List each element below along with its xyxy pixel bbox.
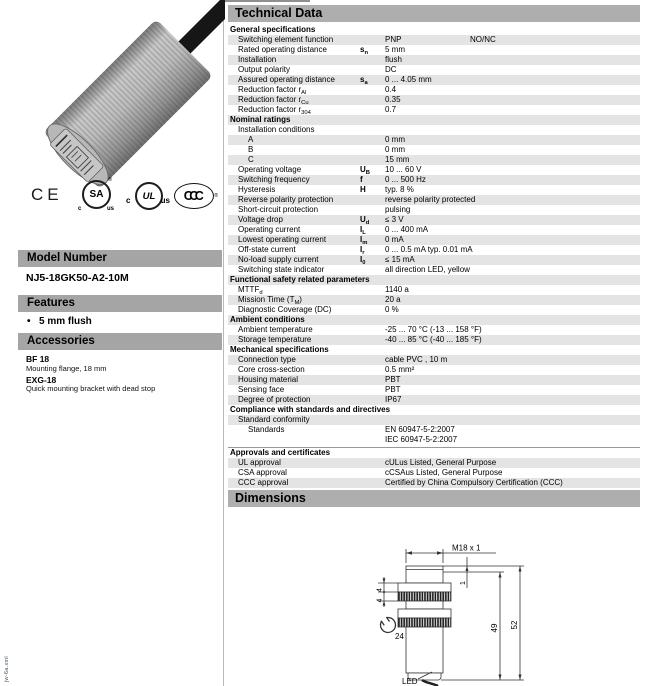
spec-section-header: Nominal ratings [228,115,640,125]
spec-row: Operating voltage UB 10 ... 60 V [238,165,422,176]
spec-row: UL approval cULus Listed, General Purpose [228,458,640,468]
dim-thread-label: M18 x 1 [452,543,481,553]
dim-nut2-label: 4 [376,598,384,603]
spec-row: Reverse polarity protection reverse polarity protected [228,195,640,205]
dimensions-header: Dimensions [228,490,640,507]
bullet-icon: • [27,316,31,327]
ce-mark-icon: CE [31,185,63,204]
spec-section-header: Approvals and certificates [228,447,640,458]
spec-section-header: Ambient conditions [228,315,640,325]
spec-row: Installation flush [228,55,640,65]
feature-item [27,316,92,327]
spec-row: Assured operating distance sa 0 ... 4.05 mm [228,75,640,85]
spec-row: Voltage drop Ud ≤ 3 V [228,215,640,225]
features-header: Features [18,295,222,312]
spec-row: Diagnostic Coverage (DC) 0 % [238,305,399,314]
feature-text: 5 mm flush [39,316,92,327]
csa-mark-icon: SA ® c us [78,177,114,212]
spec-row: B 0 mm [248,145,405,154]
spec-row: Output polarity DC [238,65,397,74]
ccc-oval: CCC [174,183,214,209]
csa-circle: SA [82,180,111,209]
accessories-header: Accessories [18,333,222,350]
ul-circle: UL [135,182,163,210]
spec-row: Reduction factor rCu 0.35 [228,95,640,105]
nut-band [398,609,451,618]
spec-row: No-load supply current I0 ≤ 15 mA [228,255,640,265]
spec-row: Core cross-section 0.5 mm² [238,365,415,374]
led-label: LED [402,677,418,686]
spec-row: Short-circuit protection pulsing [238,205,411,214]
knurl-ring [398,618,451,627]
ul-mark-icon: c UL us [126,181,170,211]
spec-row: Rated operating distance sn 5 mm [238,45,405,56]
page-edge-note: jw-6a.xml [4,656,10,682]
sensor-tube [406,627,443,673]
accessory-name: BF 18 [26,354,50,364]
spec-row: Reduction factor rAl 0.4 [238,85,397,96]
accessory-name: EXG-18 [26,374,57,385]
spec-row: Mission Time (TM) 20 a [228,295,640,305]
spec-row: Switching state indicator all direction LED, yellow [238,265,470,274]
spec-row: Hysteresis H typ. 8 % [238,185,414,194]
spec-row: Switching element function PNP NO/NC [228,35,640,45]
spec-row: Sensing face PBT [238,385,401,394]
cable-stub [422,680,438,686]
dim-chamfer-label: 1 [460,581,467,585]
spec-row: Connection type cable PVC , 10 m [228,355,640,365]
spec-section-header: General specifications [230,25,316,34]
dim-52-label: 52 [510,620,519,630]
ccc-mark-icon: CCC ® [174,183,216,210]
spec-row: Operating current IL 0 ... 400 mA [238,225,429,236]
page-top-crop-line [224,0,310,2]
spec-row: CSA approval cCSAus Listed, General Purpose [238,468,503,477]
thread-stub [406,566,443,583]
accessory-desc: Quick mounting bracket with dead stop [26,384,156,393]
spec-row: Reduction factor r304 0.7 [238,105,397,116]
spec-row: Degree of protection IP67 [228,395,640,405]
dim-nut1-label: 4 [376,588,384,592]
model-number-header: Model Number [18,250,222,267]
spec-section-header: Compliance with standards and directives [230,405,391,414]
technical-data-header: Technical Data [228,5,640,22]
spec-row: A 0 mm [228,135,640,145]
spec-row: Standard conformity [228,415,640,425]
technical-data-table [228,25,640,488]
spec-row: Lowest operating current Im 0 mA [228,235,640,245]
spec-row: Switching frequency f 0 ... 500 Hz [228,175,640,185]
spec-row: Installation conditions [238,125,315,134]
dim-49-label: 49 [490,623,499,633]
spec-row: Ambient temperature -25 ... 70 °C (-13 ... 158 °F) [238,325,482,334]
accessory-desc: Mounting flange, 18 mm [26,363,107,373]
spec-row: Storage temperature -40 ... 85 °C (-40 ... 185 °F) [228,335,640,345]
nut-band [398,583,451,592]
model-number-value: NJ5-18GK50-A2-10M [26,272,129,284]
spec-row: Housing material PBT [228,375,640,385]
spec-section-header: Functional safety related parameters [228,275,640,285]
knurl-ring [398,592,451,601]
spec-row: Standards EN 60947-5-2:2007 IEC 60947-5-2:2007 [248,425,458,444]
spec-section-header: Mechanical specifications [230,345,329,354]
dimension-drawing [362,533,646,686]
spec-row: Off-state current Ir 0 ... 0.5 mA typ. 0.01 mA [238,245,473,256]
spec-row: CCC approval Certified by China Compulsory Certification (CCC) [228,478,640,488]
spec-row: C 15 mm [228,155,640,165]
spec-row: MTTFd 1140 a [238,285,409,296]
dim-wrench-label: 24 [395,632,404,641]
